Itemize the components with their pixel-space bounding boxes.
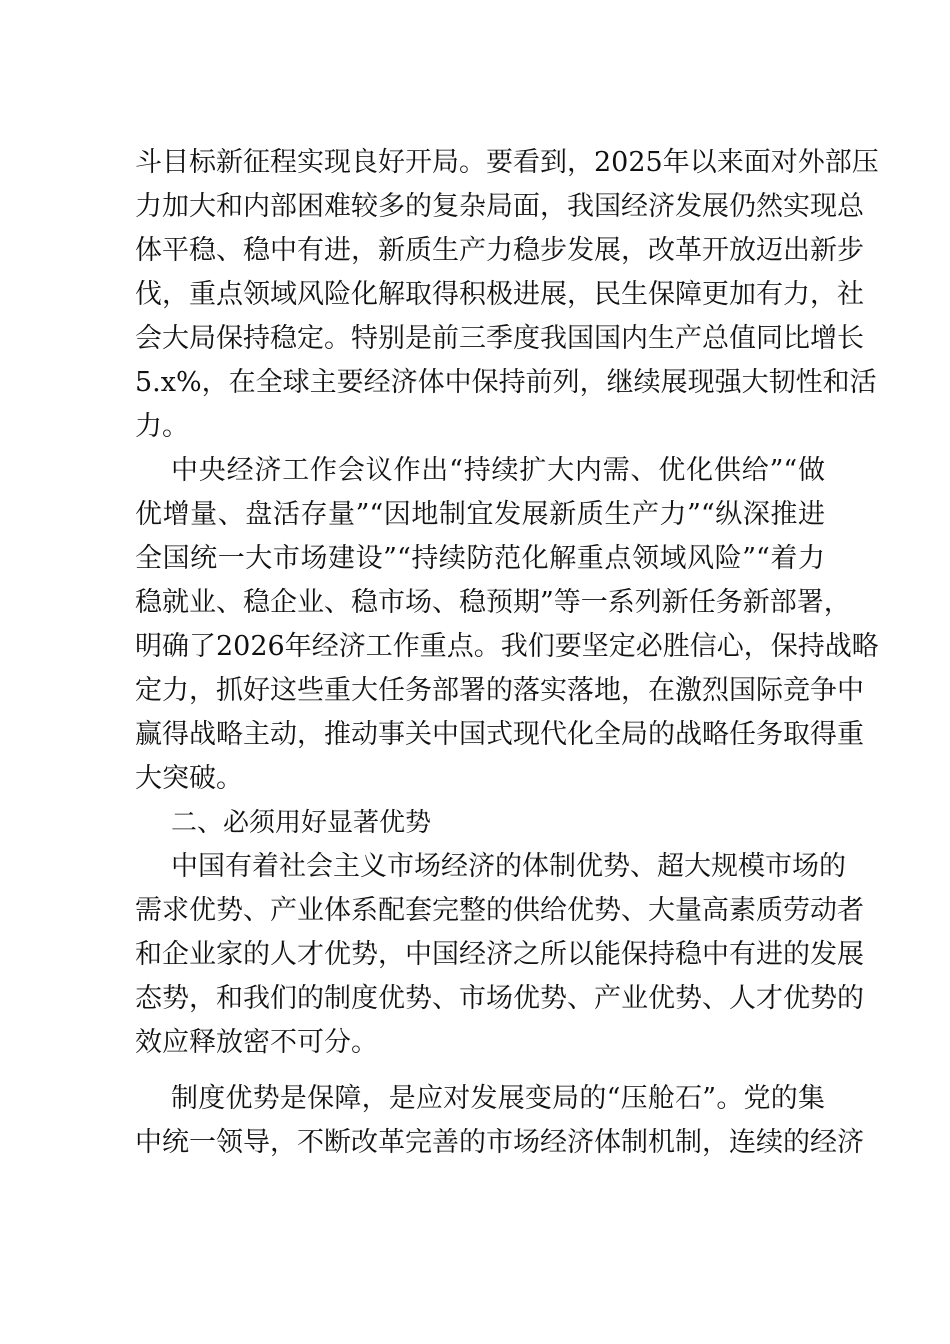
paragraph-4-line-1: 制度优势是保障，是应对发展变局的“压舱石”。党的集	[171, 1083, 825, 1114]
paragraph-2-line-2: 优增量、盘活存量”“因地制宜发展新质生产力”“纵深推进	[135, 499, 825, 530]
paragraph-2-line-6: 定力，抓好这些重大任务部署的落实落地，在激烈国际竞争中	[135, 675, 864, 706]
paragraph-3-line-2: 需求优势、产业体系配套完整的供给优势、大量高素质劳动者	[135, 895, 864, 926]
paragraph-1-line-2: 力加大和内部困难较多的复杂局面，我国经济发展仍然实现总	[135, 191, 864, 222]
paragraph-1-line-1: 斗目标新征程实现良好开局。要看到，2025年以来面对外部压	[135, 147, 879, 178]
paragraph-1-line-4: 伐，重点领域风险化解取得积极进展，民生保障更加有力，社	[135, 279, 864, 310]
paragraph-4-line-2: 中统一领导，不断改革完善的市场经济体制机制，连续的经济	[135, 1127, 864, 1158]
paragraph-2-line-7: 赢得战略主动，推动事关中国式现代化全局的战略任务取得重	[135, 719, 864, 750]
paragraph-2-line-1: 中央经济工作会议作出“持续扩大内需、优化供给”“做	[171, 455, 825, 486]
paragraph-3-line-4: 态势，和我们的制度优势、市场优势、产业优势、人才优势的	[135, 983, 864, 1014]
paragraph-3-line-5: 效应释放密不可分。	[135, 1027, 378, 1058]
paragraph-1-line-7: 力。	[135, 411, 189, 442]
paragraph-3-line-3: 和企业家的人才优势，中国经济之所以能保持稳中有进的发展	[135, 939, 864, 970]
paragraph-2-line-5: 明确了2026年经济工作重点。我们要坚定必胜信心，保持战略	[135, 631, 879, 662]
paragraph-2-line-8: 大突破。	[135, 763, 243, 794]
paragraph-1-line-5: 会大局保持稳定。特别是前三季度我国国内生产总值同比增长	[135, 323, 864, 354]
paragraph-1-line-3: 体平稳、稳中有进，新质生产力稳步发展，改革开放迈出新步	[135, 235, 864, 266]
paragraph-2-line-3: 全国统一大市场建设”“持续防范化解重点领域风险”“着力	[135, 543, 825, 574]
section-heading: 二、必须用好显著优势	[171, 808, 432, 838]
paragraph-2-line-4: 稳就业、稳企业、稳市场、稳预期”等一系列新任务新部署，	[135, 587, 851, 618]
paragraph-1-line-6: 5.x%，在全球主要经济体中保持前列，继续展现强大韧性和活	[135, 367, 877, 398]
paragraph-3-line-1: 中国有着社会主义市场经济的体制优势、超大规模市场的	[171, 851, 846, 882]
